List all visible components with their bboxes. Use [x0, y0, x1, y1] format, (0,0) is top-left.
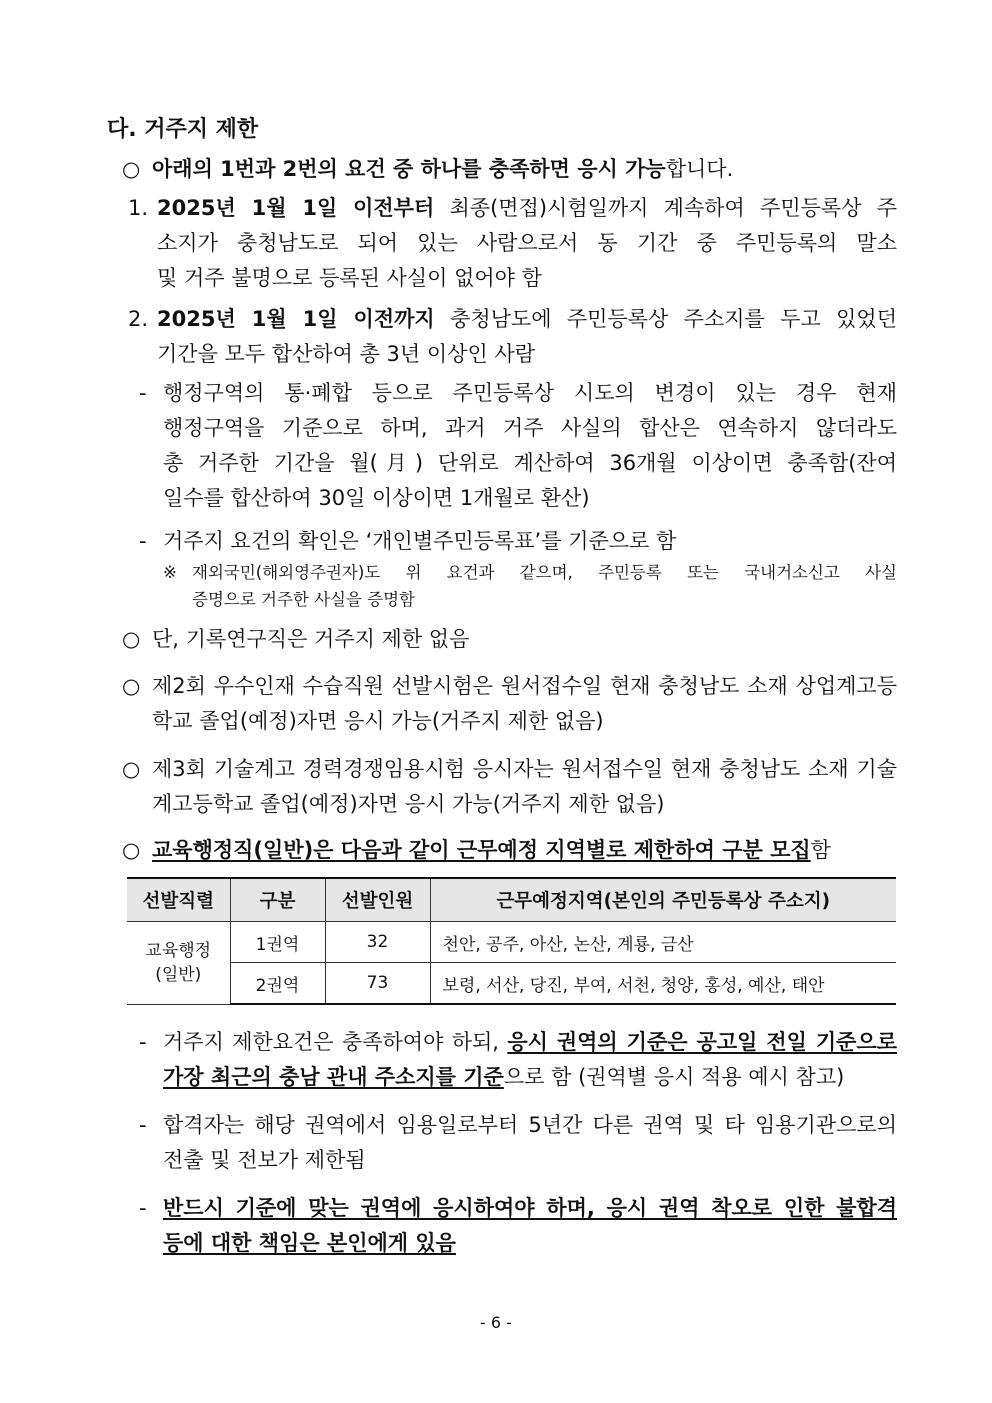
item1-number: 1. [128, 196, 149, 220]
job-line1: 교육행정 [145, 940, 212, 961]
dash5-line1: 반드시 기준에 맞는 권역에 응시하여야 하며, 응시 권역 착오로 인한 불합격 [163, 1196, 897, 1220]
section-title: 다. 거주지 제한 [107, 117, 259, 142]
item1-line1: 2025년 1월 1일 이전부터 최종(면접)시험일까지 계속하여 주민등록상 주 [157, 196, 897, 220]
bullet5-text: 교육행정직(일반)은 다음과 같이 근무예정 지역별로 제한하여 구분 모집함 [152, 838, 831, 862]
dash-mark: - [139, 1113, 147, 1137]
bullet4-line1: 제3회 기술계고 경력경쟁임용시험 응시자는 원서접수일 현재 충청남도 소재 기술 [152, 757, 897, 781]
dash-mark: - [139, 1030, 147, 1054]
bullet4-line2: 계고등학교 졸업(예정)자면 응시 가능(거주지 제한 없음) [152, 792, 665, 816]
dash-mark: - [139, 1196, 147, 1220]
table-row [127, 963, 896, 1005]
region-table [127, 877, 896, 1005]
dash1-line4: 일수를 합산하여 30일 이상이면 1개월로 환산) [163, 486, 590, 510]
bullet3-line1: 제2회 우수인재 수습직원 선발시험은 원서접수일 현재 충청남도 소재 상업계고등 [152, 674, 897, 698]
bullet2-text: 단, 기록연구직은 거주지 제한 없음 [152, 627, 470, 651]
job-line2: (일반) [155, 964, 202, 985]
dash-mark: - [139, 381, 147, 405]
table-header: 구분 [230, 878, 325, 922]
table-header: 선발직렬 [127, 878, 230, 922]
note-mark: ※ [163, 563, 177, 582]
zone-cell: 2권역 [230, 963, 325, 1005]
dash1-line1: 행정구역의 통·폐합 등으로 주민등록상 시도의 변경이 있는 경우 현재 [163, 381, 897, 405]
note-line2: 증명으로 거주한 사실을 증명함 [192, 590, 415, 609]
bullet3-line2: 학교 졸업(예정)자면 응시 가능(거주지 제한 없음) [152, 709, 604, 733]
item2-line1: 2025년 1월 1일 이전까지 충청남도에 주민등록상 주소지를 두고 있었던 [157, 307, 897, 331]
dash3-line2: 가장 최근의 충남 관내 주소지를 기준으로 함 (권역별 응시 적용 예시 참고) [163, 1065, 845, 1089]
bullet-mark: ○ [122, 838, 141, 862]
regions-cell: 보령, 서산, 당진, 부여, 서천, 청양, 홍성, 예산, 태안 [430, 963, 896, 1005]
dash5-line2: 등에 대한 책임은 본인에게 있음 [163, 1231, 456, 1255]
item1-line3: 및 거주 불명으로 등록된 사실이 없어야 함 [157, 266, 542, 290]
bullet-mark: ○ [122, 627, 141, 651]
bullet-mark: ○ [122, 157, 141, 181]
regions-cell: 천안, 공주, 아산, 논산, 계룡, 금산 [430, 922, 896, 963]
dash1-line2: 행정구역을 기준으로 하며, 과거 거주 사실의 합산은 연속하지 않더라도 [163, 416, 897, 440]
dash1-line3: 총 거주한 기간을 월(月) 단위로 계산하여 36개월 이상이면 충족함(잔여 [163, 451, 897, 475]
page-number: - 6 - [480, 1313, 512, 1332]
table-row [127, 922, 896, 963]
table-header: 선발인원 [325, 878, 430, 922]
item2-number: 2. [128, 307, 149, 331]
dash2-text: 거주지 요건의 확인은 ‘개인별주민등록표’를 기준으로 함 [163, 529, 677, 553]
bullet-mark: ○ [122, 674, 141, 698]
intro-text: 아래의 1번과 2번의 요건 중 하나를 충족하면 응시 가능합니다. [152, 157, 734, 181]
job-cell [127, 922, 230, 1005]
zone-cell: 1권역 [230, 922, 325, 963]
table-header-row [127, 878, 896, 922]
dash3-line1: 거주지 제한요건은 충족하여야 하되, 응시 권역의 기준은 공고일 전일 기준으로 [163, 1030, 898, 1054]
note-line1: 재외국민(해외영주권자)도 위 요건과 같으며, 주민등록 또는 국내거소신고 사실 [192, 563, 897, 582]
dash4-line2: 전출 및 전보가 제한됨 [163, 1148, 366, 1172]
item1-line2: 소지가 충청남도로 되어 있는 사람으로서 동 기간 중 주민등록의 말소 [157, 231, 897, 255]
item2-line2: 기간을 모두 합산하여 총 3년 이상인 사람 [157, 342, 535, 366]
bullet-mark: ○ [122, 757, 141, 781]
dash4-line1: 합격자는 해당 권역에서 임용일로부터 5년간 다른 권역 및 타 임용기관으로의 [163, 1113, 897, 1137]
count-cell: 73 [325, 963, 430, 1005]
count-cell: 32 [325, 922, 430, 963]
dash-mark: - [139, 529, 147, 553]
table-header: 근무예정지역(본인의 주민등록상 주소지) [430, 878, 896, 922]
